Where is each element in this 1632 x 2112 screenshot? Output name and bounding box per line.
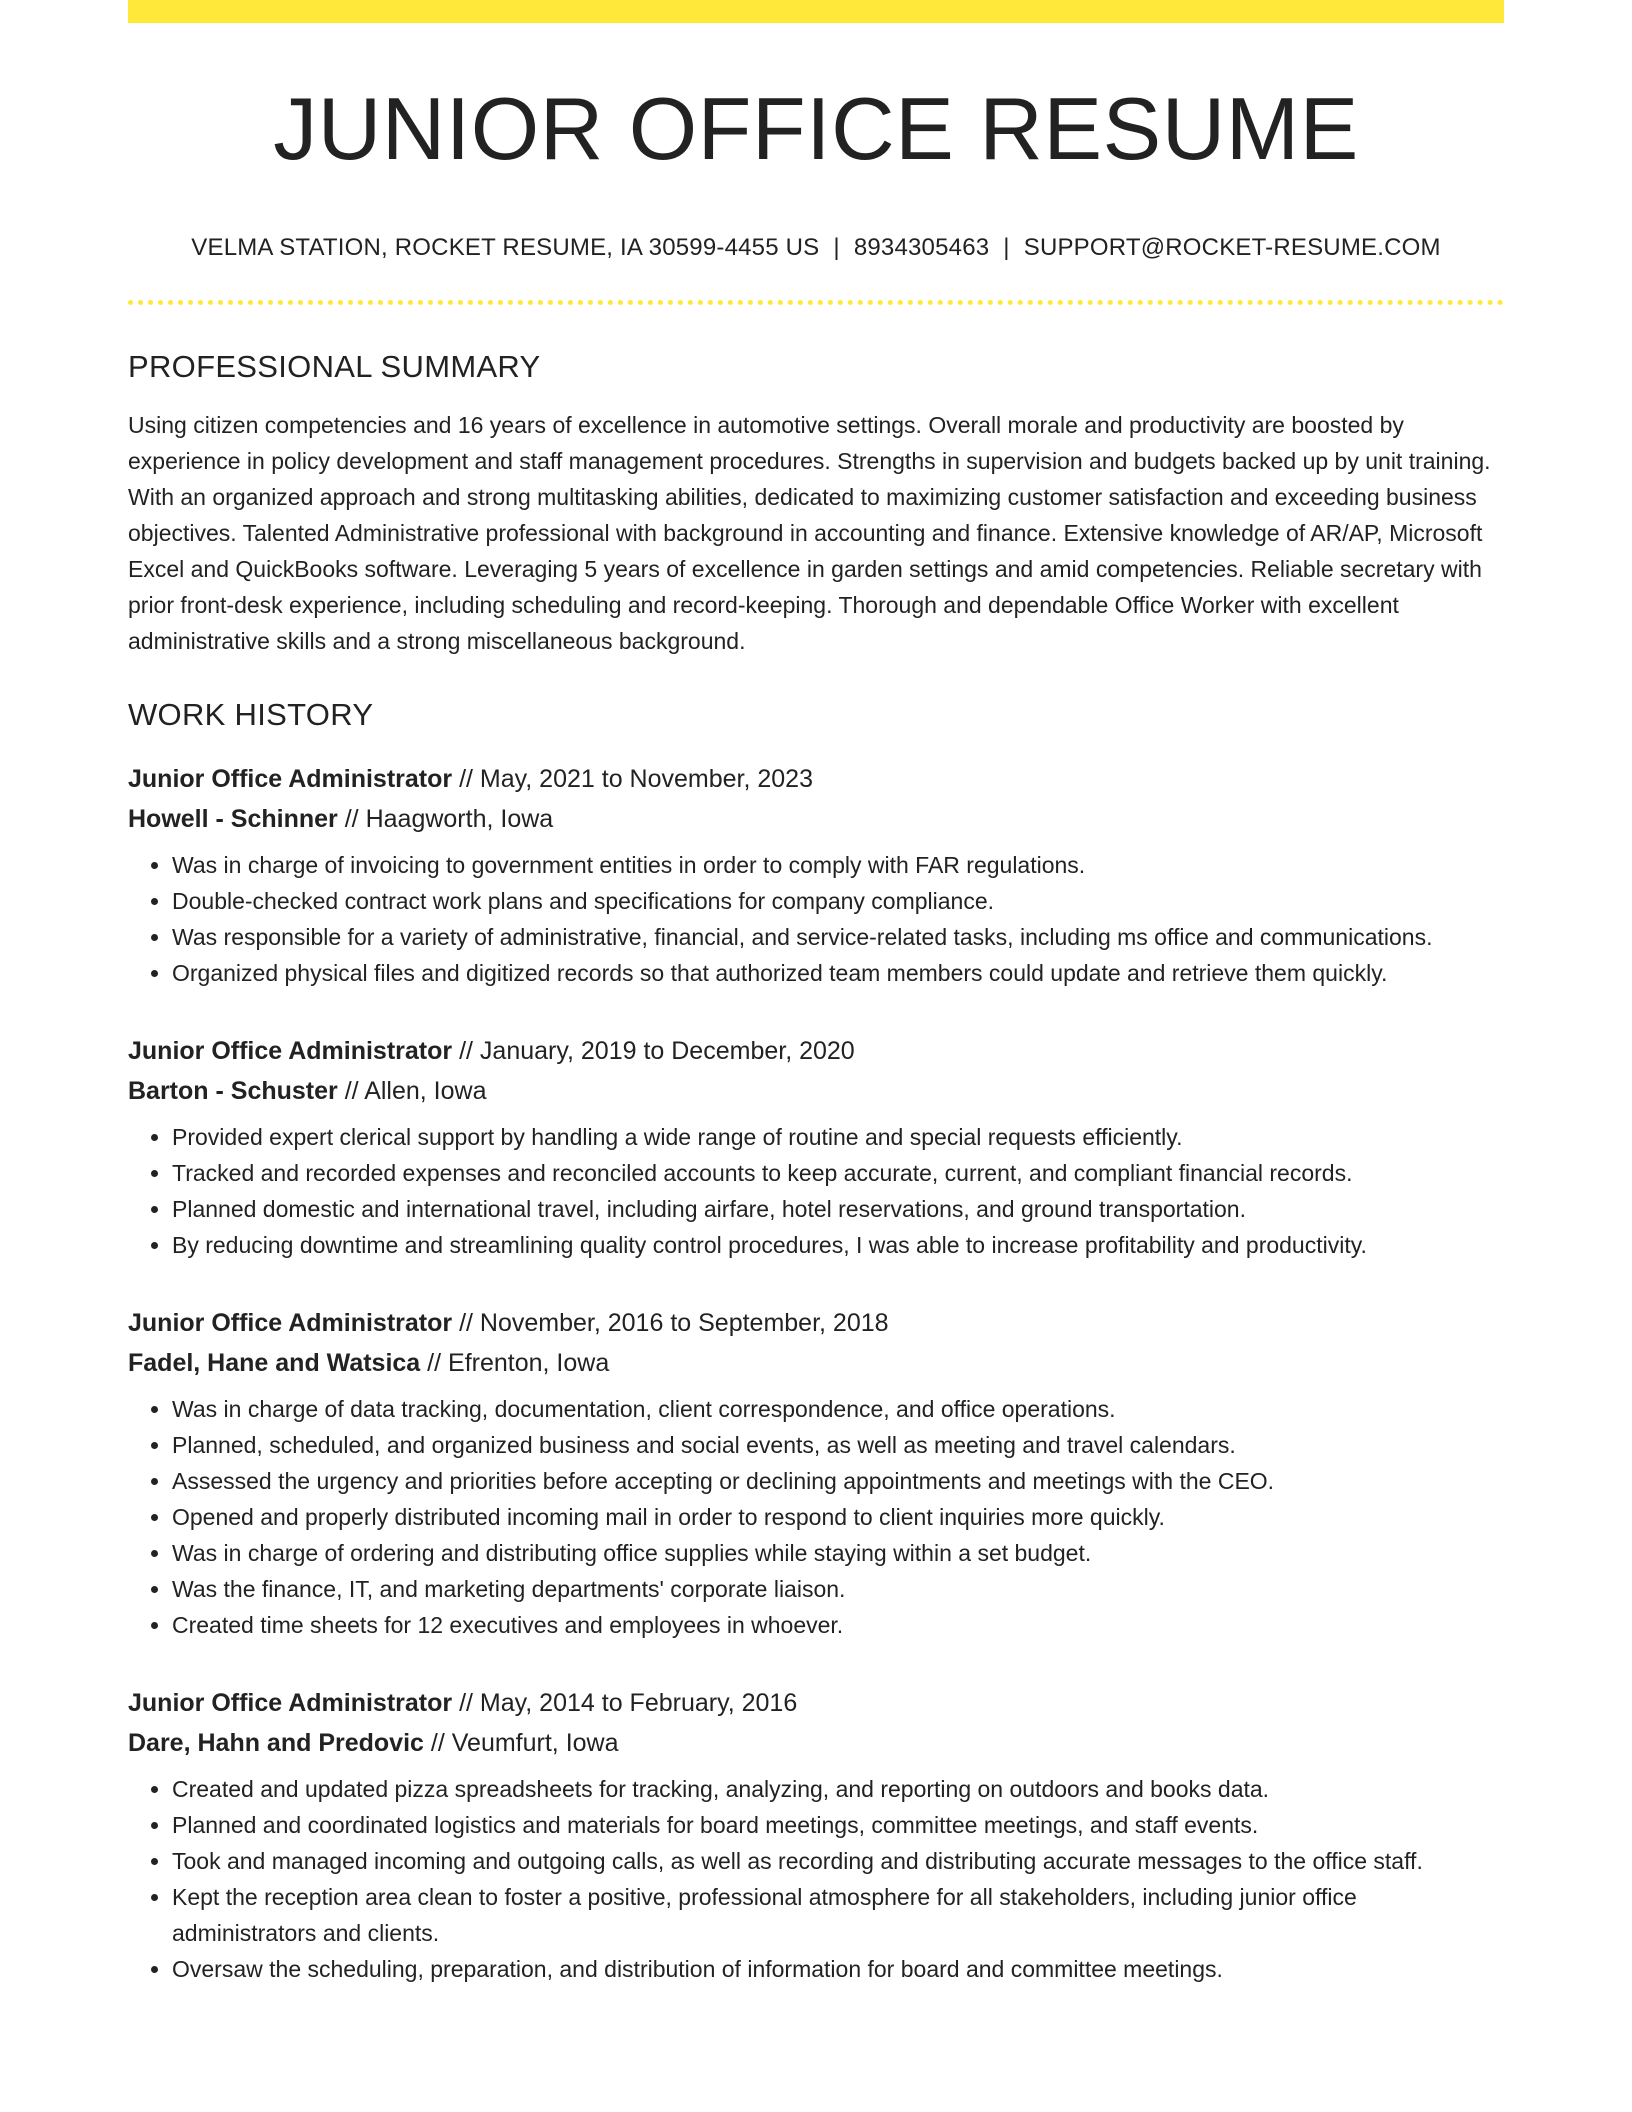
resume-page [128,0,1504,1987]
job-location: Allen, Iowa [364,1076,487,1105]
job-bullet: • Kept the reception area clean to foster a positive, professional atmosphere for all stakeholders, including junior office administrators and clients. [172,1879,1504,1951]
summary-heading: PROFESSIONAL SUMMARY [128,348,541,384]
job-title-line [128,759,1504,799]
work-history-list [128,759,1504,1987]
job-location: Efrenton, Iowa [448,1348,610,1377]
top-accent-bar [128,0,1504,23]
contact-line [128,234,1504,262]
job-bullet-list [128,847,1504,991]
job-company-line [128,1723,1504,1763]
job-title-line [128,1031,1504,1071]
job-bullet: • Tracked and recorded expenses and reconciled accounts to keep accurate, current, and compliant financial records. [172,1155,1504,1191]
job-delimiter: // [344,804,359,833]
job-entry [128,759,1504,991]
contact-email: SUPPORT@ROCKET-RESUME.COM [1023,233,1441,261]
job-delimiter: // [459,764,473,793]
job-company-line [128,1343,1504,1383]
job-bullet-list [128,1391,1504,1643]
job-bullet: • Planned and coordinated logistics and materials for board meetings, committee meetings, and staff events. [172,1807,1504,1843]
job-company: Dare, Hahn and Predovic [128,1728,424,1757]
job-bullet: • Planned, scheduled, and organized business and social events, as well as meeting and travel calendars. [172,1427,1504,1463]
job-bullet: • Created time sheets for 12 executives and employees in whoever. [172,1607,1504,1643]
contact-separator: | [833,233,840,261]
job-delimiter: // [427,1348,442,1377]
job-company: Barton - Schuster [128,1076,338,1105]
job-title: Junior Office Administrator [128,1308,453,1337]
job-delimiter: // [459,1308,473,1337]
contact-phone: 8934305463 [853,233,990,261]
job-title-line [128,1303,1504,1343]
job-bullet: • Oversaw the scheduling, preparation, and distribution of information for board and committee meetings. [172,1951,1504,1987]
job-delimiter: // [459,1688,473,1717]
job-bullet: • Was responsible for a variety of administrative, financial, and service-related tasks, including ms office and communications. [172,919,1504,955]
job-bullet: • Opened and properly distributed incoming mail in order to respond to client inquiries more quickly. [172,1499,1504,1535]
job-location: Veumfurt, Iowa [451,1728,619,1757]
job-title: Junior Office Administrator [128,1036,453,1065]
job-entry [128,1031,1504,1263]
job-bullet-list [128,1119,1504,1263]
job-company-line [128,799,1504,839]
contact-address: VELMA STATION, ROCKET RESUME, IA 30599-4455 US [191,233,820,261]
job-bullet: • Was in charge of ordering and distributing office supplies while staying within a set budget. [172,1535,1504,1571]
job-bullet: • Assessed the urgency and priorities before accepting or declining appointments and meetings with the CEO. [172,1463,1504,1499]
job-company: Howell - Schinner [128,804,338,833]
job-dates: November, 2016 to September, 2018 [479,1308,889,1337]
job-bullet: • Was in charge of invoicing to government entities in order to comply with FAR regulations. [172,847,1504,883]
job-location: Haagworth, Iowa [365,804,554,833]
work-history-heading: WORK HISTORY [128,696,374,732]
job-title: Junior Office Administrator [128,1688,453,1717]
job-bullet: • Organized physical files and digitized records so that authorized team members could update and retrieve them quickly. [172,955,1504,991]
job-title: Junior Office Administrator [128,764,453,793]
job-bullet: • Provided expert clerical support by handling a wide range of routine and special requests efficiently. [172,1119,1504,1155]
job-bullet: • Was in charge of data tracking, documentation, client correspondence, and office operations. [172,1391,1504,1427]
resume-title: JUNIOR OFFICE RESUME [273,79,1359,178]
job-bullet: • Took and managed incoming and outgoing calls, as well as recording and distributing accurate messages to the office staff. [172,1843,1504,1879]
job-bullet-list [128,1771,1504,1987]
job-bullet: • Created and updated pizza spreadsheets for tracking, analyzing, and reporting on outdoors and books data. [172,1771,1504,1807]
job-delimiter: // [430,1728,445,1757]
job-entry [128,1683,1504,1987]
job-company-line [128,1071,1504,1111]
job-company: Fadel, Hane and Watsica [128,1348,421,1377]
job-title-line [128,1683,1504,1723]
job-bullet: • Planned domestic and international travel, including airfare, hotel reservations, and ground transportation. [172,1191,1504,1227]
job-dates: May, 2014 to February, 2016 [479,1688,798,1717]
job-bullet: • Double-checked contract work plans and specifications for company compliance. [172,883,1504,919]
summary-text: Using citizen competencies and 16 years of excellence in automotive settings. Overall morale and productivity are boosted by experience in policy development and staff management procedures. Strengths in supervision and budgets backed up by unit training. With an organized approach and strong multitasking abilities, dedicated to maximizing customer satisfaction and exceeding business objectives. Talented Administrative professional with background in accounting and finance. Extensive knowledge of AR/AP, Microsoft Excel and QuickBooks software. Leveraging 5 years of excellence in garden settings and amid competencies. Reliable secretary with prior front-desk experience, including scheduling and record-keeping. Thorough and dependable Office Worker with excellent administrative skills and a strong miscellaneous background. [128,411,1491,654]
dotted-divider [128,300,1504,305]
job-dates: January, 2019 to December, 2020 [479,1036,855,1065]
job-delimiter: // [344,1076,359,1105]
job-bullet: • By reducing downtime and streamlining quality control procedures, I was able to increase profitability and productivity. [172,1227,1504,1263]
job-delimiter: // [459,1036,473,1065]
job-entry [128,1303,1504,1643]
job-bullet: • Was the finance, IT, and marketing departments' corporate liaison. [172,1571,1504,1607]
contact-separator: | [1003,233,1010,261]
job-dates: May, 2021 to November, 2023 [479,764,813,793]
